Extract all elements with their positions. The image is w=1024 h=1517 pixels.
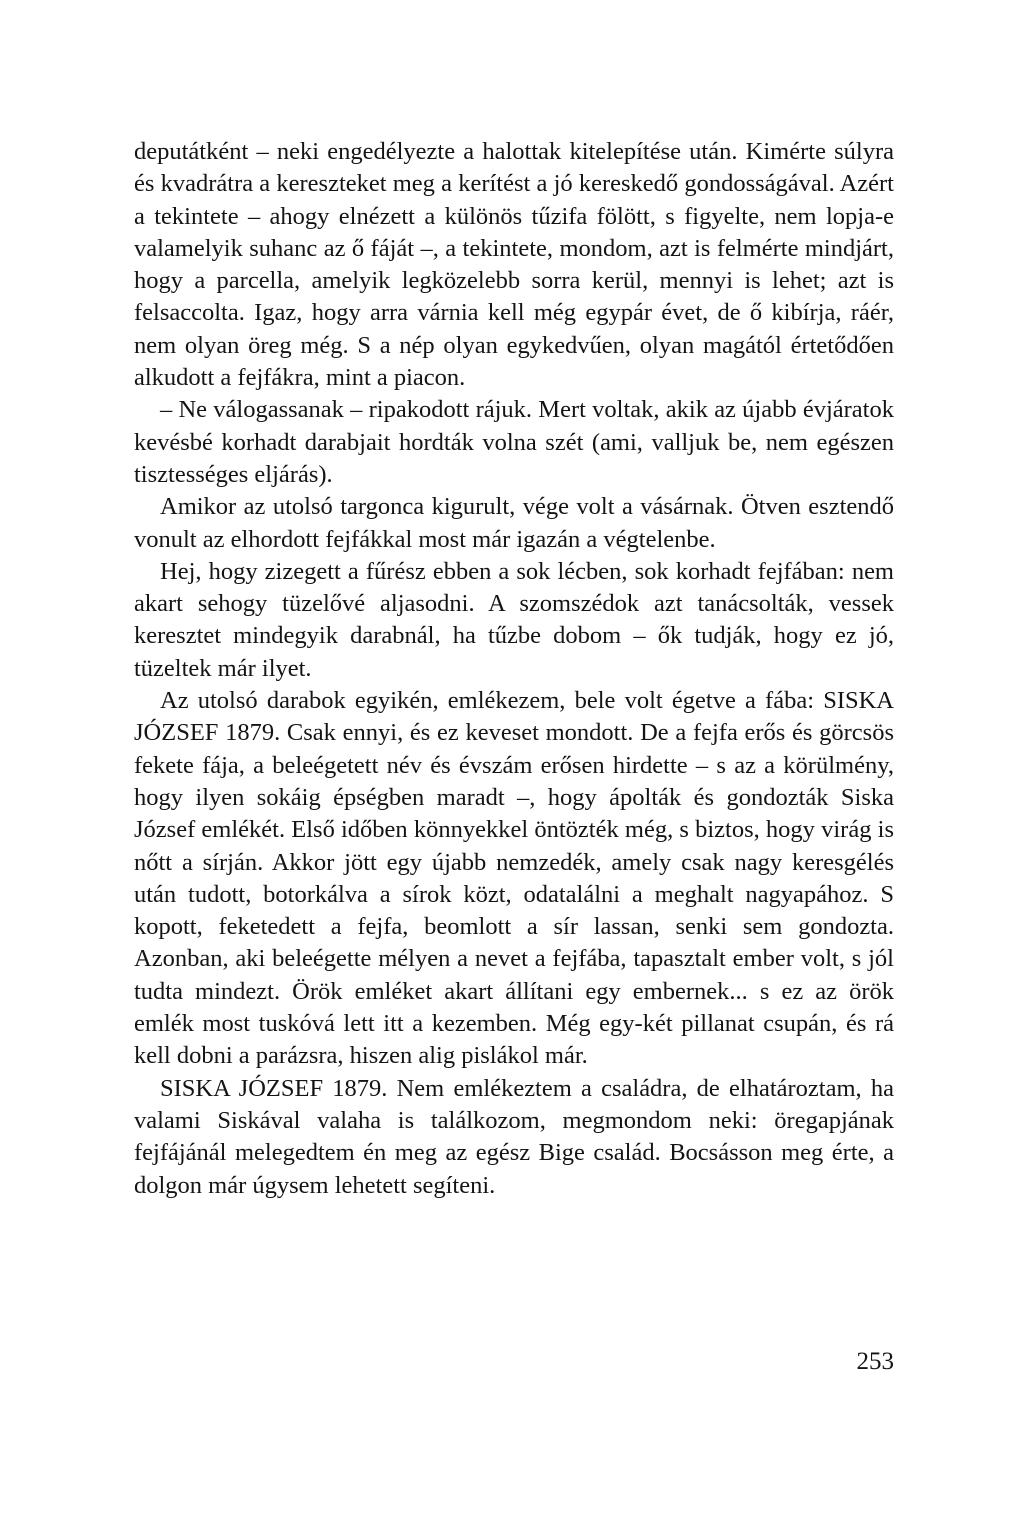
paragraph: SISKA JÓZSEF 1879. Nem emlékeztem a családra, de elhatároztam, ha valami Siskával valaha is találkozom, megmondom neki: öregapjának fejfájánál melegedtem én meg az egész Bige család. Bocsásson meg érte, a dolgon már úgysem lehetett segíteni. [134,1074,894,1199]
paragraph: – Ne válogassanak – ripakodott rájuk. Mert voltak, akik az újabb évjáratok kevésbé korhadt darabjait hordták volna szét (ami, valljuk be, nem egészen tisztességes eljárás). [134,396,894,488]
paragraph: Amikor az utolsó targonca kigurult, vége volt a vásárnak. Ötven esztendő vonult az elhordott fejfákkal most már igazán a végtelenbe. [134,493,894,553]
page-body [134,136,894,1202]
page-number: 253 [856,1348,894,1375]
paragraph: deputátként – neki engedélyezte a halottak kitelepítése után. Kimérte súlyra és kvadrátra a kereszteket meg a kerítést a jó kereskedő gondosságával. Azért a tekintete – ahogy elnézett a különös tűzifa fölött, s figyelte, nem lopja-e valamelyik suhanc az ő fáját –, a tekintete, mondom, azt is felmérte mindjárt, hogy a parcella, amelyik legközelebb sorra kerül, mennyi is lehet; azt is felsaccolta. Igaz, hogy arra várnia kell még egypár évet, de ő kibírja, ráér, nem olyan öreg még. S a nép olyan egykedvűen, olyan magától értetődően alkudott a fejfákra, mint a piacon. [134,138,894,392]
paragraph: Az utolsó darabok egyikén, emlékezem, bele volt égetve a fába: SISKA JÓZSEF 1879. Csak ennyi, és ez keveset mondott. De a fejfa erős és görcsös fekete fája, a beleégetett név és évszám erősen hirdette – s az a körülmény, hogy ilyen sokáig épségben maradt –, hogy ápolták és gondozták Siska József emlékét. Első időben könnyekkel öntözték még, s biztos, hogy virág is nőtt a sírján. Akkor jött egy újabb nemzedék, amely csak nagy keresgélés után tudott, botorkálva a sírok közt, odatalálni a meghalt nagyapához. S kopott, feketedett a fejfa, beomlott a sír lassan, senki sem gondozta. Azonban, aki beleégette mélyen a nevet a fejfába, tapasztalt ember volt, s jól tudta mindezt. Örök emléket akart állítani egy embernek... s ez az örök emlék most tuskóvá lett itt a kezemben. Még egy-két pillanat csupán, és rá kell dobni a parázsra, hiszen alig pislákol már. [134,687,894,1070]
paragraph: Hej, hogy zizegett a fűrész ebben a sok lécben, sok korhadt fejfában: nem akart sehogy tüzelővé aljasodni. A szomszédok azt tanácsolták, vessek keresztet mindegyik darabnál, ha tűzbe dobom – ők tudják, hogy ez jó, tüzeltek már ilyet. [134,557,894,682]
